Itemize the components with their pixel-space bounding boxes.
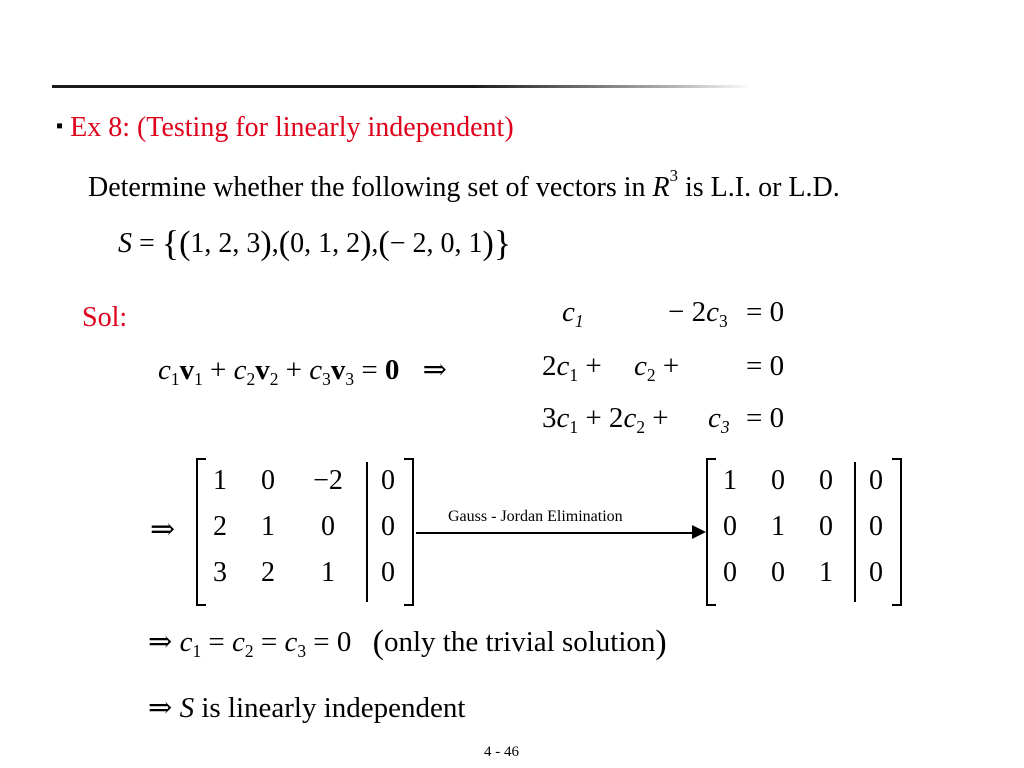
matrix-cell: 0 [381, 557, 395, 588]
arrow-head-icon [692, 525, 706, 539]
eq1-c3-term: − $2c_3$ [668, 296, 728, 332]
eq3-rhs: = 0 [746, 402, 785, 434]
vector-1: 1, 2, 3 [190, 228, 261, 259]
implies-icon: ⇒ [148, 692, 173, 724]
matrix-cell: 0 [723, 511, 737, 542]
matrix-cell: 1 [213, 465, 227, 496]
matrix-cell: 3 [213, 557, 227, 588]
matrix-cell: −2 [313, 465, 343, 496]
example-heading [56, 112, 514, 144]
trivial-solution-line: ⇒ $c_1 = c_2 = c_3 = 0$ (only the trivial solution) [148, 624, 667, 662]
example-title: Ex 8: (Testing for linearly independent) [70, 112, 514, 143]
matrix-cell: 0 [869, 557, 883, 588]
matrix-cell: 0 [771, 465, 785, 496]
conclusion-line: ⇒ S is linearly independent [148, 692, 466, 724]
eq3-c1-term: $3c_1 + 2c_2$ + [542, 402, 669, 438]
solution-label: Sol: [82, 302, 128, 333]
matrix-cell: 1 [321, 557, 335, 588]
matrix-cell: 0 [819, 511, 833, 542]
matrix-cell: 0 [381, 465, 395, 496]
matrix-cell: 1 [261, 511, 275, 542]
matrix-cell: 0 [819, 465, 833, 496]
matrix-cell: 0 [771, 557, 785, 588]
matrix-cell: 2 [261, 557, 275, 588]
eq3-c3: $c_3$ [708, 402, 730, 438]
eq2-rhs: = 0 [746, 350, 785, 382]
space-symbol: R [652, 172, 670, 203]
matrix-cell: 2 [213, 511, 227, 542]
problem-text-before: Determine whether the following set of vectors in [88, 172, 653, 203]
set-name: S [118, 228, 132, 259]
method-label: Gauss - Jordan Elimination [448, 508, 623, 525]
vector-3: − 2, 0, 1 [389, 228, 483, 259]
matrix-cell: 0 [869, 511, 883, 542]
implies-icon: ⇒ [148, 626, 173, 658]
matrix-cell: 1 [771, 511, 785, 542]
brace-open: { [161, 223, 180, 263]
page-number: 4 - 46 [484, 744, 519, 760]
implies-icon: ⇒ [422, 354, 447, 386]
eq1-c1: $c_1$ [562, 296, 584, 332]
space-exponent: 3 [669, 165, 678, 185]
eq2-c1-term: $2c_1$ + [542, 350, 602, 386]
zero-vector: 0 [384, 354, 400, 386]
brace-close: } [493, 223, 512, 263]
eq2-c2-term: $c_2$ + [634, 350, 680, 386]
implies-icon: ⇒ [150, 513, 176, 546]
matrix-cell: 0 [723, 557, 737, 588]
matrix-cell: 1 [819, 557, 833, 588]
bullet-icon: ▪ [56, 115, 64, 137]
matrix-cell: 0 [261, 465, 275, 496]
matrix-cell: 0 [321, 511, 335, 542]
transform-arrow [416, 532, 694, 534]
title-rule [52, 85, 752, 88]
set-definition: S = {(1, 2, 3),(0, 1, 2),(− 2, 0, 1)} [118, 223, 512, 263]
matrix-cell: 0 [381, 511, 395, 542]
matrix-cell: 1 [723, 465, 737, 496]
problem-text-after: is L.I. or L.D. [678, 172, 840, 203]
set-equals: = [132, 228, 162, 259]
matrix-cell: 0 [869, 465, 883, 496]
eq1-rhs: = 0 [746, 296, 785, 328]
problem-statement [88, 165, 840, 204]
trivial-note: only the trivial solution [383, 626, 656, 658]
vector-2: 0, 1, 2 [290, 228, 361, 259]
linear-combination: $c_1v_1 + c_2v_2 + c_3v_3 = 0$ ⇒ [158, 354, 447, 390]
